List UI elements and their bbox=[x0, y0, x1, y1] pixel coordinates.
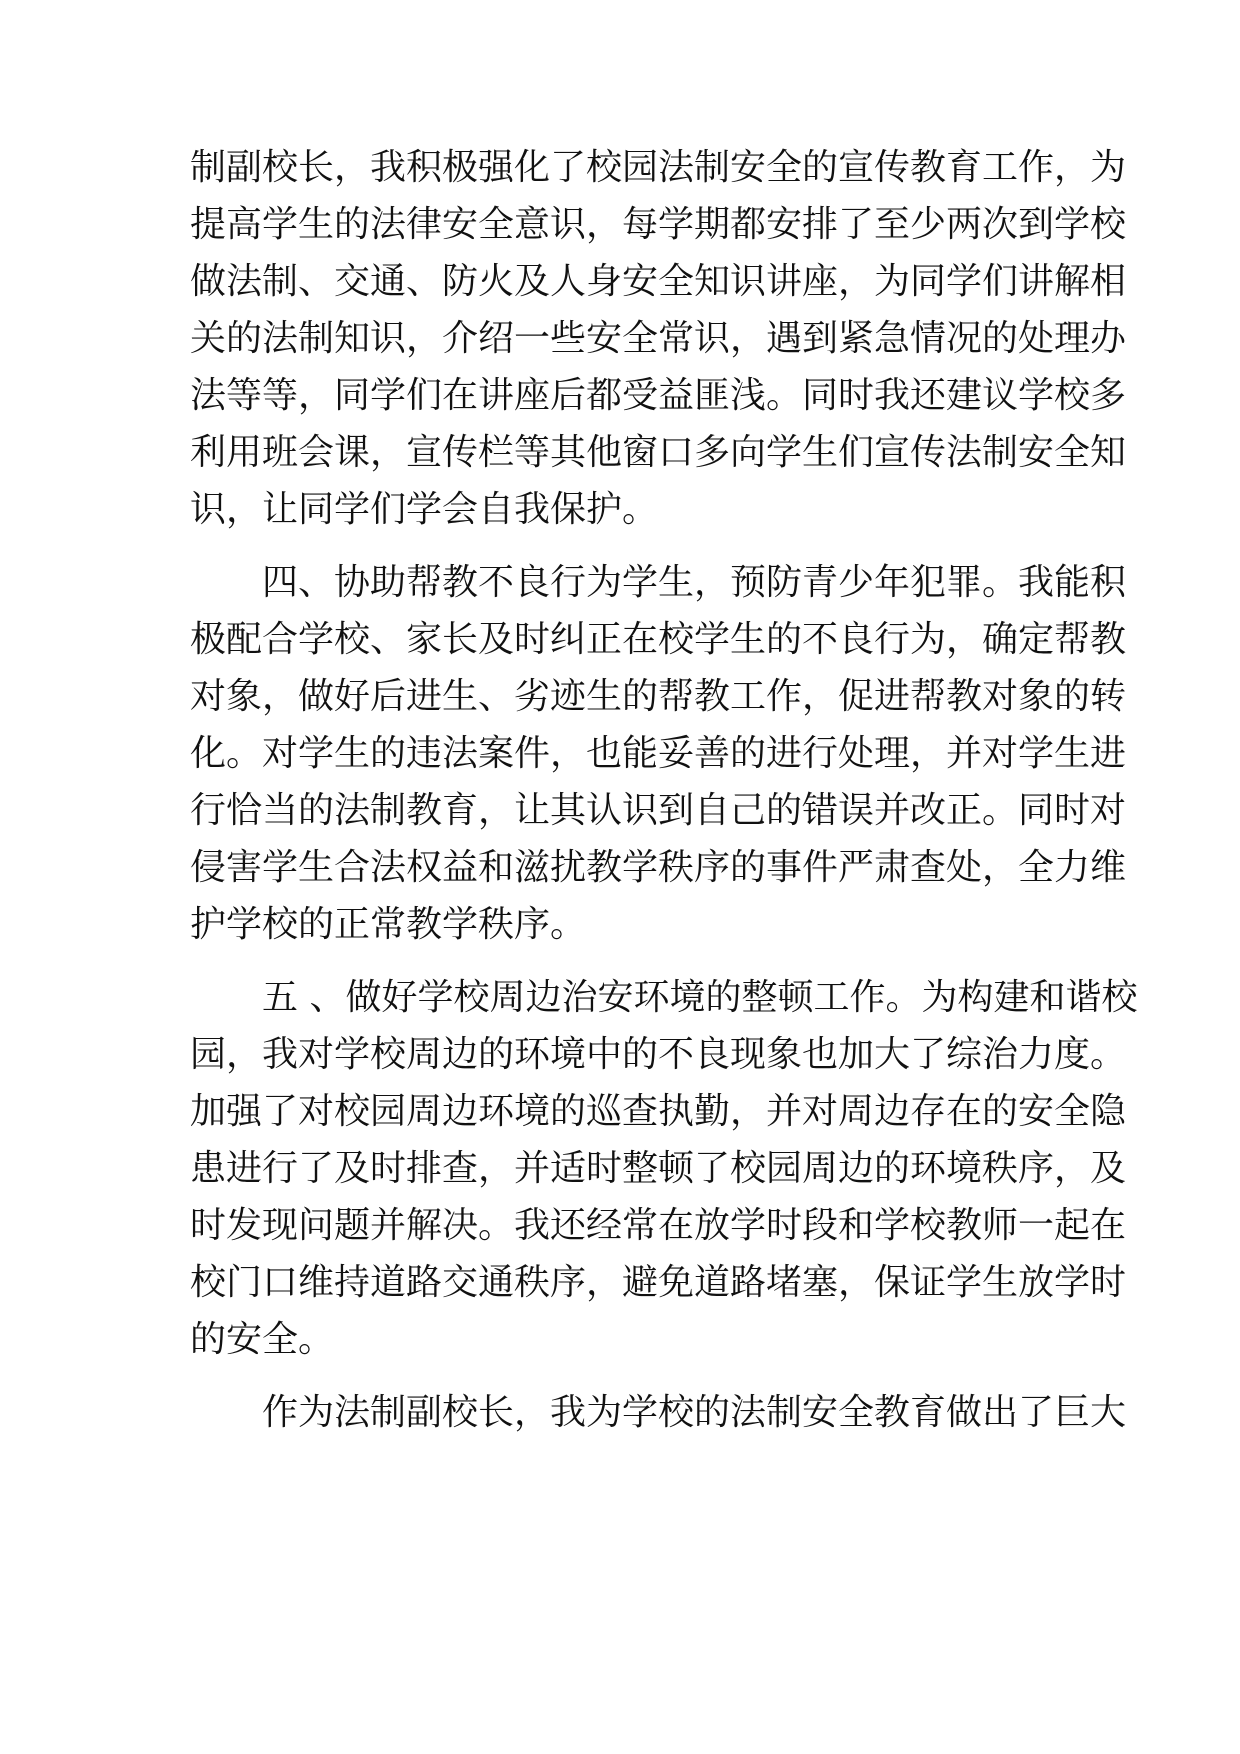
paragraph-3-line-4: 患进行了及时排查，并适时整顿了校园周边的环境秩序，及 bbox=[190, 1148, 1127, 1189]
paragraph-2-line-3: 对象，做好后进生、劣迹生的帮教工作，促进帮教对象的转 bbox=[190, 676, 1127, 717]
paragraph-3-line-5: 时发现问题并解决。我还经常在放学时段和学校教师一起在 bbox=[190, 1205, 1127, 1246]
paragraph-2-line-6: 侵害学生合法权益和滋扰教学秩序的事件严肃查处，全力维 bbox=[190, 847, 1127, 888]
paragraph-2-line-5: 行恰当的法制教育，让其认识到自己的错误并改正。同时对 bbox=[190, 790, 1127, 831]
paragraph-2-line-1: 四、协助帮教不良行为学生，预防青少年犯罪。我能积 bbox=[262, 562, 1127, 603]
paragraph-3-line-2: 园，我对学校周边的环境中的不良现象也加大了综治力度。 bbox=[190, 1034, 1127, 1075]
paragraph-3-line-1: 五 、做好学校周边治安环境的整顿工作。为构建和谐校 bbox=[262, 977, 1138, 1018]
paragraph-3-line-6: 校门口维持道路交通秩序，避免道路堵塞，保证学生放学时 bbox=[190, 1262, 1127, 1303]
paragraph-1-line-1: 制副校长，我积极强化了校园法制安全的宣传教育工作，为 bbox=[190, 147, 1127, 188]
paragraph-3-line-7: 的安全。 bbox=[190, 1319, 335, 1360]
paragraph-1-line-5: 法等等，同学们在讲座后都受益匪浅。同时我还建议学校多 bbox=[190, 375, 1127, 416]
paragraph-2-line-4: 化。对学生的违法案件，也能妥善的进行处理，并对学生进 bbox=[190, 733, 1127, 774]
paragraph-1-line-4: 关的法制知识，介绍一些安全常识，遇到紧急情况的处理办 bbox=[190, 318, 1127, 359]
paragraph-3-line-3: 加强了对校园周边环境的巡查执勤，并对周边存在的安全隐 bbox=[190, 1091, 1127, 1132]
paragraph-4-line-1: 作为法制副校长，我为学校的法制安全教育做出了巨大 bbox=[262, 1392, 1127, 1433]
paragraph-2-line-2: 极配合学校、家长及时纠正在校学生的不良行为，确定帮教 bbox=[190, 619, 1127, 660]
paragraph-1-line-2: 提高学生的法律安全意识，每学期都安排了至少两次到学校 bbox=[190, 204, 1127, 245]
paragraph-1-line-7: 识，让同学们学会自我保护。 bbox=[190, 489, 659, 530]
paragraph-2-line-7: 护学校的正常教学秩序。 bbox=[190, 904, 587, 945]
paragraph-1-line-3: 做法制、交通、防火及人身安全知识讲座，为同学们讲解相 bbox=[190, 261, 1127, 302]
paragraph-1-line-6: 利用班会课，宣传栏等其他窗口多向学生们宣传法制安全知 bbox=[190, 432, 1127, 473]
